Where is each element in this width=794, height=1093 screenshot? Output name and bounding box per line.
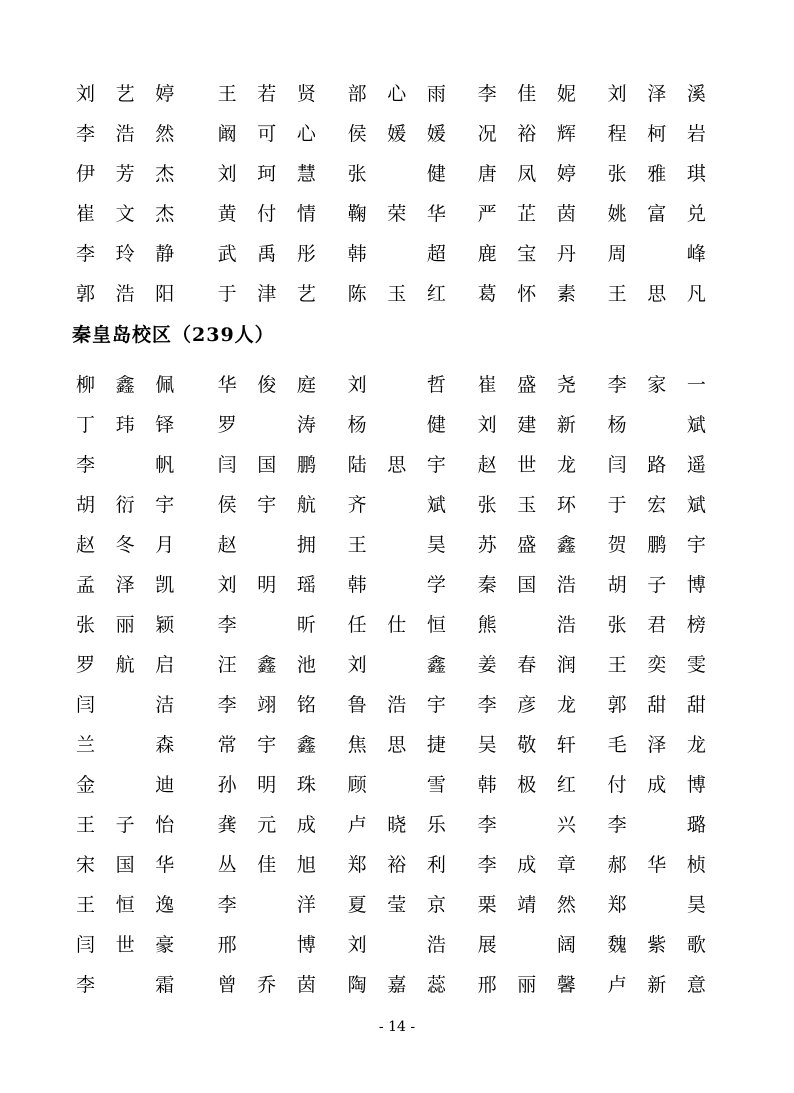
name-cell [462, 363, 592, 403]
name-cell [592, 883, 722, 923]
name-text: 刘鑫 [347, 653, 447, 676]
name-cell [202, 483, 332, 523]
name-text: 李洋 [217, 893, 317, 916]
name-text: 郭浩阳 [76, 282, 175, 305]
name-cell [202, 723, 332, 763]
name-cell [592, 923, 722, 963]
name-text: 闫国鹏 [217, 453, 317, 476]
name-text: 闫洁 [76, 693, 175, 716]
name-text: 陈玉红 [347, 282, 447, 305]
name-cell [332, 963, 462, 1003]
name-cell [332, 763, 462, 803]
name-cell [332, 443, 462, 483]
name-cell [462, 723, 592, 763]
name-text: 刘明瑶 [217, 573, 317, 596]
name-text: 焦思捷 [347, 733, 447, 756]
name-cell [72, 563, 202, 603]
name-cell [202, 443, 332, 483]
name-text: 胡衍宇 [76, 493, 175, 516]
name-cell [592, 403, 722, 443]
name-text: 孟泽凯 [76, 573, 175, 596]
table-row [72, 443, 722, 483]
name-text: 贺鹏宇 [607, 533, 707, 556]
name-text: 李霜 [76, 973, 175, 996]
name-cell [72, 923, 202, 963]
name-text: 伊芳杰 [76, 162, 175, 185]
name-cell [72, 363, 202, 403]
name-text: 丁玮铎 [76, 413, 175, 436]
name-cell [332, 643, 462, 683]
table-row [72, 923, 722, 963]
name-text: 崔文杰 [76, 202, 175, 225]
name-cell [332, 363, 462, 403]
name-text: 常宇鑫 [217, 733, 317, 756]
name-text: 王子怡 [76, 813, 175, 836]
name-cell [592, 72, 722, 112]
name-cell [72, 272, 202, 312]
name-text: 陆思宇 [347, 453, 447, 476]
name-text: 程柯岩 [607, 122, 707, 145]
name-cell [72, 152, 202, 192]
table-row [72, 403, 722, 443]
name-cell [592, 523, 722, 563]
name-text: 侯媛媛 [347, 122, 447, 145]
name-cell [332, 883, 462, 923]
name-cell [202, 763, 332, 803]
name-cell [72, 192, 202, 232]
name-cell [462, 403, 592, 443]
name-text: 熊浩 [477, 613, 577, 636]
name-text: 李成章 [477, 853, 577, 876]
name-text: 曾乔茵 [217, 973, 317, 996]
name-text: 苏盛鑫 [477, 533, 577, 556]
name-cell [592, 963, 722, 1003]
name-text: 杨斌 [607, 413, 707, 436]
name-cell [462, 272, 592, 312]
name-cell [332, 403, 462, 443]
name-cell [592, 483, 722, 523]
name-text: 武禹彤 [217, 242, 317, 265]
name-text: 罗涛 [217, 413, 317, 436]
name-cell [72, 603, 202, 643]
name-table [72, 72, 722, 312]
name-text: 闫世豪 [76, 933, 175, 956]
name-text: 魏紫歌 [607, 933, 707, 956]
name-cell [592, 683, 722, 723]
name-text: 况裕辉 [477, 122, 577, 145]
name-text: 卢晓乐 [347, 813, 447, 836]
name-cell [202, 112, 332, 152]
name-cell [592, 232, 722, 272]
table-row [72, 723, 722, 763]
name-text: 秦国浩 [477, 573, 577, 596]
name-cell [592, 723, 722, 763]
name-text: 王奕雯 [607, 653, 707, 676]
name-text: 赵世龙 [477, 453, 577, 476]
name-text: 严芷茵 [477, 202, 577, 225]
name-text: 葛怀素 [477, 282, 577, 305]
name-text: 华俊庭 [217, 373, 317, 396]
name-text: 孙明珠 [217, 773, 317, 796]
name-text: 李璐 [607, 813, 707, 836]
name-text: 罗航启 [76, 653, 175, 676]
name-text: 鹿宝丹 [477, 242, 577, 265]
name-cell [72, 232, 202, 272]
name-text: 唐凤婷 [477, 162, 577, 185]
name-cell [332, 72, 462, 112]
name-cell [592, 363, 722, 403]
name-cell [202, 403, 332, 443]
page-number: - 14 - [378, 1019, 416, 1035]
name-cell [72, 803, 202, 843]
name-cell [462, 683, 592, 723]
name-text: 夏莹京 [347, 893, 447, 916]
table-row [72, 683, 722, 723]
name-text: 付成博 [607, 773, 707, 796]
name-table [72, 363, 722, 1003]
name-text: 王若贤 [217, 82, 317, 105]
name-cell [462, 883, 592, 923]
name-text: 鞠荣华 [347, 202, 447, 225]
table-row [72, 523, 722, 563]
name-cell [72, 443, 202, 483]
name-text: 郑昊 [607, 893, 707, 916]
name-cell [592, 272, 722, 312]
name-cell [592, 443, 722, 483]
name-cell [332, 603, 462, 643]
name-cell [332, 683, 462, 723]
name-text: 陶嘉蕊 [347, 973, 447, 996]
name-text: 邢丽馨 [477, 973, 577, 996]
name-text: 姚富兑 [607, 202, 707, 225]
name-text: 闫路遥 [607, 453, 707, 476]
table-row [72, 232, 722, 272]
name-cell [332, 923, 462, 963]
name-cell [592, 803, 722, 843]
name-cell [462, 563, 592, 603]
name-cell [592, 843, 722, 883]
name-text: 赵冬月 [76, 533, 175, 556]
name-text: 郝华桢 [607, 853, 707, 876]
table-row [72, 883, 722, 923]
name-cell [462, 523, 592, 563]
name-text: 汪鑫池 [217, 653, 317, 676]
name-text: 卢新意 [607, 973, 707, 996]
name-text: 王昊 [347, 533, 447, 556]
name-cell [462, 232, 592, 272]
name-text: 李玲静 [76, 242, 175, 265]
name-text: 展阔 [477, 933, 577, 956]
name-cell [332, 843, 462, 883]
name-text: 李佳妮 [477, 82, 577, 105]
table-row [72, 563, 722, 603]
name-text: 王思凡 [607, 282, 707, 305]
name-text: 刘珂慧 [217, 162, 317, 185]
name-text: 栗靖然 [477, 893, 577, 916]
name-cell [72, 763, 202, 803]
name-text: 李家一 [607, 373, 707, 396]
table-row [72, 272, 722, 312]
name-cell [202, 603, 332, 643]
name-cell [462, 192, 592, 232]
name-cell [202, 803, 332, 843]
name-cell [462, 803, 592, 843]
table-row [72, 643, 722, 683]
name-cell [202, 232, 332, 272]
name-cell [202, 192, 332, 232]
name-text: 李浩然 [76, 122, 175, 145]
table-row [72, 843, 722, 883]
name-text: 柳鑫佩 [76, 373, 175, 396]
name-text: 毛泽龙 [607, 733, 707, 756]
name-cell [202, 643, 332, 683]
name-text: 张君榜 [607, 613, 707, 636]
name-cell [202, 683, 332, 723]
name-text: 李昕 [217, 613, 317, 636]
name-text: 宋国华 [76, 853, 175, 876]
name-text: 齐斌 [347, 493, 447, 516]
name-cell [592, 603, 722, 643]
name-cell [72, 523, 202, 563]
section-heading: 秦皇岛校区（239人） [72, 324, 275, 346]
name-cell [72, 643, 202, 683]
name-text: 龚元成 [217, 813, 317, 836]
name-text: 吴敬轩 [477, 733, 577, 756]
name-cell [332, 192, 462, 232]
name-text: 刘艺婷 [76, 82, 175, 105]
table-row [72, 483, 722, 523]
name-cell [72, 883, 202, 923]
name-cell [592, 152, 722, 192]
table-row [72, 192, 722, 232]
name-text: 韩学 [347, 573, 447, 596]
name-cell [332, 523, 462, 563]
name-cell [72, 112, 202, 152]
name-text: 姜春润 [477, 653, 577, 676]
name-cell [332, 563, 462, 603]
name-cell [462, 963, 592, 1003]
name-text: 周峰 [607, 242, 707, 265]
name-cell [592, 763, 722, 803]
name-text: 李兴 [477, 813, 577, 836]
name-text: 任仕恒 [347, 613, 447, 636]
name-text: 张雅琪 [607, 162, 707, 185]
table-row [72, 603, 722, 643]
name-cell [462, 443, 592, 483]
name-cell [592, 643, 722, 683]
table-row [72, 363, 722, 403]
name-cell [202, 563, 332, 603]
name-cell [72, 72, 202, 112]
name-cell [72, 723, 202, 763]
name-cell [202, 272, 332, 312]
name-text: 于津艺 [217, 282, 317, 305]
name-text: 金迪 [76, 773, 175, 796]
name-text: 丛佳旭 [217, 853, 317, 876]
name-cell [332, 483, 462, 523]
name-cell [592, 563, 722, 603]
name-cell [202, 923, 332, 963]
name-cell [72, 683, 202, 723]
name-text: 张健 [347, 162, 447, 185]
name-cell [202, 843, 332, 883]
table-row [72, 803, 722, 843]
name-text: 赵拥 [217, 533, 317, 556]
name-cell [332, 112, 462, 152]
name-text: 阚可心 [217, 122, 317, 145]
name-cell [202, 72, 332, 112]
table-row [72, 112, 722, 152]
name-cell [202, 963, 332, 1003]
name-cell [462, 763, 592, 803]
name-text: 刘建新 [477, 413, 577, 436]
name-text: 侯宇航 [217, 493, 317, 516]
name-cell [332, 232, 462, 272]
name-cell [592, 112, 722, 152]
name-text: 胡子博 [607, 573, 707, 596]
name-text: 于宏斌 [607, 493, 707, 516]
name-text: 部心雨 [347, 82, 447, 105]
name-text: 刘泽溪 [607, 82, 707, 105]
name-cell [332, 152, 462, 192]
name-cell [462, 603, 592, 643]
name-cell [462, 112, 592, 152]
name-text: 郭甜甜 [607, 693, 707, 716]
name-text: 黄付情 [217, 202, 317, 225]
name-cell [462, 152, 592, 192]
name-cell [332, 272, 462, 312]
name-text: 顾雪 [347, 773, 447, 796]
name-text: 兰森 [76, 733, 175, 756]
name-cell [592, 192, 722, 232]
name-cell [72, 843, 202, 883]
name-cell [72, 403, 202, 443]
table-row [72, 763, 722, 803]
name-cell [462, 843, 592, 883]
name-cell [202, 363, 332, 403]
name-text: 杨健 [347, 413, 447, 436]
name-text: 张玉环 [477, 493, 577, 516]
table-row [72, 152, 722, 192]
name-cell [202, 152, 332, 192]
name-cell [202, 523, 332, 563]
name-text: 李帆 [76, 453, 175, 476]
name-cell [462, 483, 592, 523]
name-list-content [72, 72, 722, 1003]
table-row [72, 72, 722, 112]
name-cell [462, 923, 592, 963]
name-text: 郑裕利 [347, 853, 447, 876]
name-cell [72, 963, 202, 1003]
table-row [72, 963, 722, 1003]
name-text: 韩极红 [477, 773, 577, 796]
name-text: 鲁浩宇 [347, 693, 447, 716]
name-text: 李彦龙 [477, 693, 577, 716]
name-text: 刘哲 [347, 373, 447, 396]
name-cell [462, 643, 592, 683]
name-text: 李翊铭 [217, 693, 317, 716]
name-text: 王恒逸 [76, 893, 175, 916]
name-cell [462, 72, 592, 112]
name-text: 张丽颖 [76, 613, 175, 636]
name-text: 邢博 [217, 933, 317, 956]
name-cell [72, 483, 202, 523]
name-text: 刘浩 [347, 933, 447, 956]
name-text: 崔盛尧 [477, 373, 577, 396]
name-cell [332, 723, 462, 763]
name-text: 韩超 [347, 242, 447, 265]
name-cell [332, 803, 462, 843]
name-cell [202, 883, 332, 923]
